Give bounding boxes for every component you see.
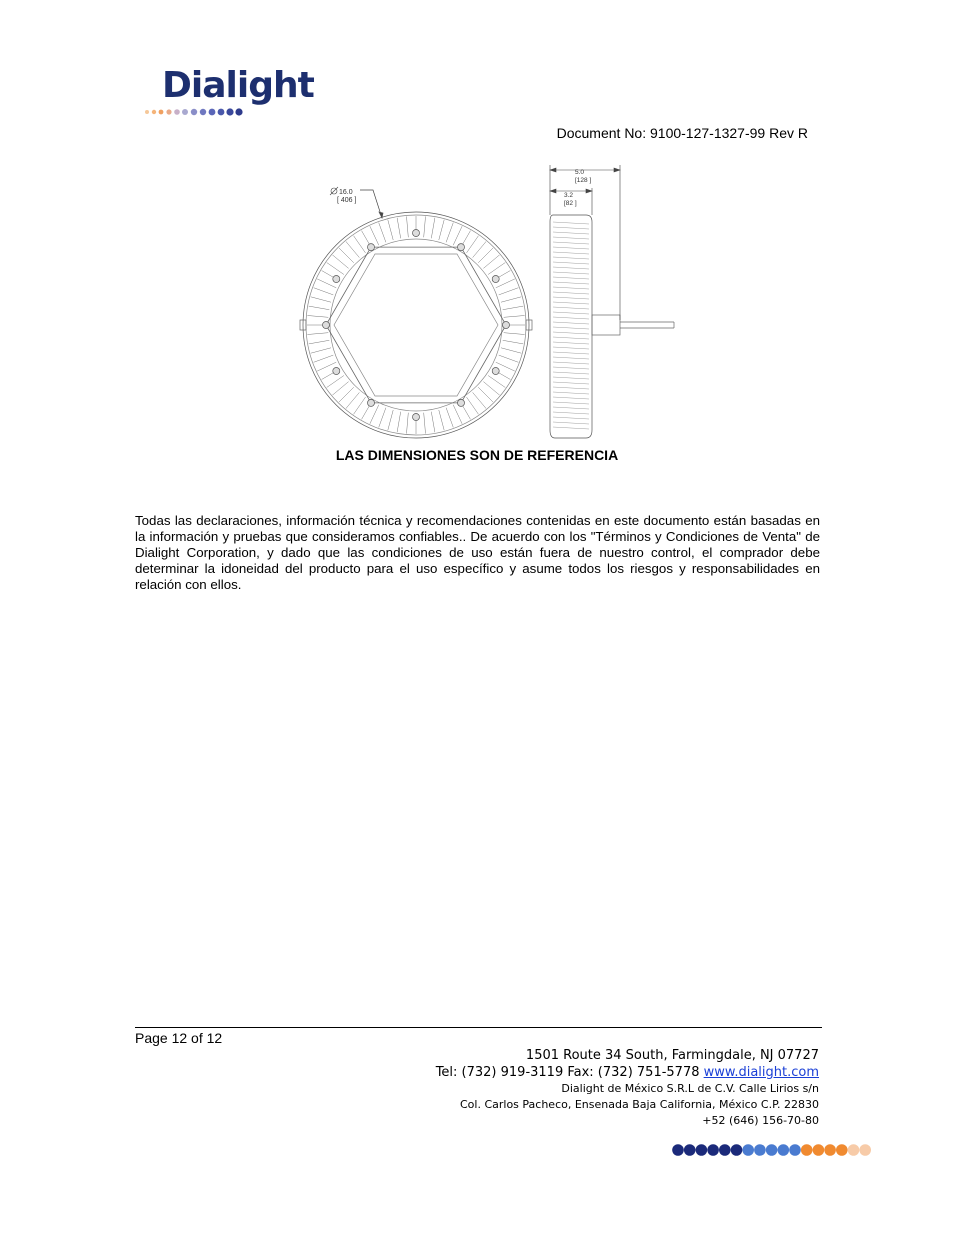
footer-dot-row: [672, 1142, 877, 1158]
front-view-outline: [300, 212, 532, 438]
height-metric: [128 ]: [575, 177, 592, 184]
phone-fax-text: Tel: (732) 919-3119 Fax: (732) 751-5778: [435, 1065, 704, 1080]
address-line-4: Col. Carlos Pacheco, Ensenada Baja California, México C.P. 22830: [459, 1098, 819, 1111]
side-view-outline: [550, 215, 674, 438]
diameter-metric: [ 406 ]: [337, 197, 357, 204]
fixture-dimension-drawing: [290, 160, 690, 445]
contact-line: [436, 1065, 819, 1080]
disclaimer-paragraph: Todas las declaraciones, información técnica y recomendaciones contenidas en este documento están basadas en la información y pruebas que consideramos confiables.. De acuerdo con los "Términos y Condiciones de Venta" de Dialight Corporation, y dado que las condiciones de uso están fuera de nuestro control, el comprador debe determinar la idoneidad del producto para el uso específico y asume todos los riesgos y responsabilidades en relación con ellos.: [135, 513, 820, 592]
diameter-label: 16.0: [339, 189, 353, 196]
diameter-callout: [330, 187, 383, 218]
website-link[interactable]: www.dialight.com: [703, 1065, 819, 1080]
page-number: Page 12 of 12: [135, 1030, 223, 1046]
drawing-caption: LAS DIMENSIONES SON DE REFERENCIA: [335, 447, 619, 463]
document-number: Document No: 9100-127-1327-99 Rev R: [556, 125, 808, 141]
address-line-1: 1501 Route 34 South, Farmingdale, NJ 07727: [525, 1048, 819, 1063]
address-line-3: Dialight de México S.R.L de C.V. Calle Lirios s/n: [561, 1082, 819, 1095]
address-line-5: +52 (646) 156-70-80: [702, 1114, 819, 1127]
logo-dot-row: [143, 108, 303, 116]
logo-wordmark: Dialight: [162, 65, 314, 106]
height-label: 5.0: [575, 169, 585, 176]
body-metric: [82 ]: [564, 200, 577, 207]
body-label: 3.2: [564, 192, 574, 199]
footer-divider: [135, 1027, 822, 1028]
